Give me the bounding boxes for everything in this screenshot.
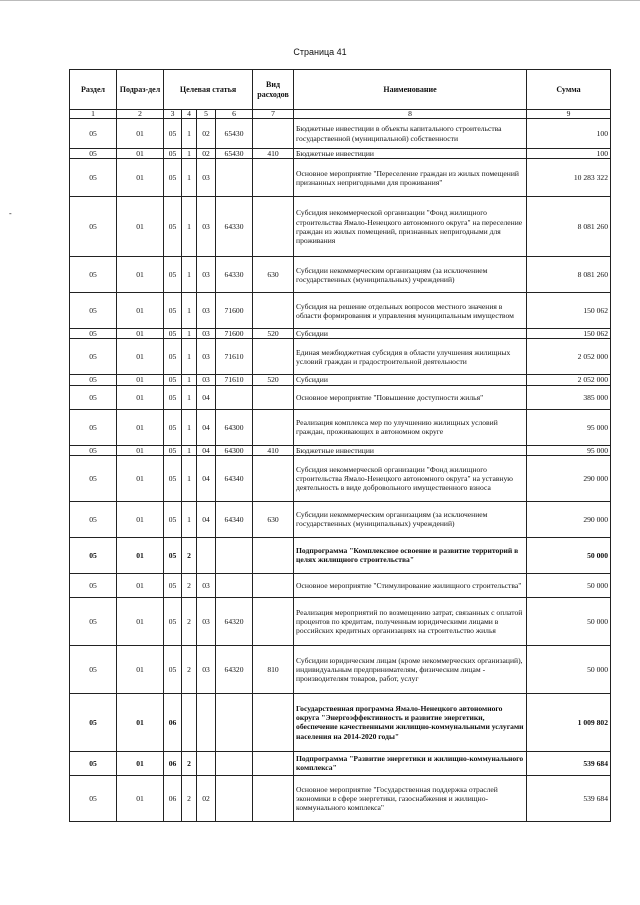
code-cell-c6: 64320	[216, 597, 253, 645]
code-cell-c2: 01	[117, 149, 164, 159]
code-cell-c3: 05	[164, 119, 182, 149]
column-number-cell: 6	[216, 110, 253, 119]
name-cell: Субсидии некоммерческим организациям (за исключением государственных (муниципальных) учреждений)	[294, 501, 527, 537]
code-cell-c7: 520	[253, 329, 294, 339]
name-cell: Субсидии юридическим лицам (кроме некоммерческих организаций), индивидуальным предпринимателям, физическим лицам - производителям товаров, работ, услуг	[294, 645, 527, 693]
code-cell-c1: 05	[70, 537, 117, 573]
code-cell-c1: 05	[70, 445, 117, 455]
table-row	[70, 775, 611, 821]
code-cell-c4: 1	[182, 119, 197, 149]
code-cell-c6: 64330	[216, 197, 253, 257]
code-cell-c6: 71600	[216, 329, 253, 339]
column-number-cell: 1	[70, 110, 117, 119]
header-razdel: Раздел	[70, 70, 117, 110]
name-cell: Подпрограмма "Комплексное освоение и развитие территорий в целях жилищного строительства"	[294, 537, 527, 573]
code-cell-c6	[216, 537, 253, 573]
table-row	[70, 501, 611, 537]
sum-cell: 100	[527, 119, 611, 149]
code-cell-c5: 03	[197, 197, 216, 257]
code-cell-c4: 2	[182, 751, 197, 775]
code-cell-c5: 03	[197, 339, 216, 375]
code-cell-c5: 04	[197, 445, 216, 455]
code-cell-c2: 01	[117, 597, 164, 645]
code-cell-c3: 06	[164, 693, 182, 751]
code-cell-c3: 05	[164, 537, 182, 573]
code-cell-c3: 05	[164, 159, 182, 197]
code-cell-c1: 05	[70, 597, 117, 645]
name-cell: Бюджетные инвестиции в объекты капитального строительства государственной (муниципальной) собственности	[294, 119, 527, 149]
table-row	[70, 455, 611, 501]
code-cell-c1: 05	[70, 693, 117, 751]
name-cell: Субсидии некоммерческим организациям (за исключением государственных (муниципальных) учреждений)	[294, 257, 527, 293]
table-row	[70, 751, 611, 775]
code-cell-c1: 05	[70, 257, 117, 293]
header-row	[70, 70, 611, 110]
code-cell-c4: 1	[182, 197, 197, 257]
code-cell-c7	[253, 119, 294, 149]
table-row	[70, 375, 611, 385]
code-cell-c2: 01	[117, 329, 164, 339]
column-number-cell: 2	[117, 110, 164, 119]
name-cell: Бюджетные инвестиции	[294, 149, 527, 159]
sum-cell: 8 081 260	[527, 257, 611, 293]
code-cell-c2: 01	[117, 573, 164, 597]
sum-cell: 290 000	[527, 501, 611, 537]
sum-cell: 1 009 802	[527, 693, 611, 751]
code-cell-c5: 04	[197, 385, 216, 409]
code-cell-c7	[253, 573, 294, 597]
table-row	[70, 537, 611, 573]
code-cell-c2: 01	[117, 775, 164, 821]
code-cell-c6: 64340	[216, 455, 253, 501]
code-cell-c3: 05	[164, 339, 182, 375]
code-cell-c7	[253, 409, 294, 445]
code-cell-c4: 2	[182, 645, 197, 693]
code-cell-c4: 2	[182, 573, 197, 597]
code-cell-c6: 64320	[216, 645, 253, 693]
table-row	[70, 445, 611, 455]
header-celevaya: Целевая статья	[164, 70, 253, 110]
code-cell-c2: 01	[117, 501, 164, 537]
margin-mark: -	[9, 209, 12, 218]
code-cell-c6: 64330	[216, 257, 253, 293]
code-cell-c1: 05	[70, 339, 117, 375]
code-cell-c1: 05	[70, 751, 117, 775]
table-row	[70, 197, 611, 257]
name-cell: Субсидия некоммерческой организации "Фонд жилищного строительства Ямало-Ненецкого автономного округа" на уставную деятельность в виде добровольного имущественного взноса	[294, 455, 527, 501]
code-cell-c6: 71610	[216, 339, 253, 375]
code-cell-c1: 05	[70, 375, 117, 385]
name-cell: Основное мероприятие "Государственная поддержка отраслей экономики в сфере энергетики, газоснабжения и жилищно-коммунального комплекса"	[294, 775, 527, 821]
code-cell-c3: 05	[164, 197, 182, 257]
code-cell-c1: 05	[70, 159, 117, 197]
page-number: Страница 41	[293, 47, 347, 57]
code-cell-c1: 05	[70, 329, 117, 339]
code-cell-c2: 01	[117, 385, 164, 409]
code-cell-c4: 1	[182, 445, 197, 455]
code-cell-c3: 06	[164, 751, 182, 775]
code-cell-c2: 01	[117, 537, 164, 573]
code-cell-c1: 05	[70, 573, 117, 597]
code-cell-c4: 1	[182, 293, 197, 329]
code-cell-c1: 05	[70, 149, 117, 159]
code-cell-c4: 2	[182, 775, 197, 821]
code-cell-c7: 410	[253, 445, 294, 455]
code-cell-c7: 520	[253, 375, 294, 385]
code-cell-c4: 1	[182, 329, 197, 339]
name-cell: Бюджетные инвестиции	[294, 445, 527, 455]
code-cell-c7	[253, 751, 294, 775]
sum-cell: 8 081 260	[527, 197, 611, 257]
table-row	[70, 693, 611, 751]
table-row	[70, 339, 611, 375]
code-cell-c5: 03	[197, 645, 216, 693]
code-cell-c5: 03	[197, 293, 216, 329]
code-cell-c3: 05	[164, 455, 182, 501]
table-row	[70, 257, 611, 293]
header-summa: Сумма	[527, 70, 611, 110]
sum-cell: 385 000	[527, 385, 611, 409]
code-cell-c7	[253, 537, 294, 573]
budget-table	[69, 69, 611, 822]
code-cell-c4	[182, 693, 197, 751]
code-cell-c3: 05	[164, 597, 182, 645]
name-cell: Реализация мероприятий по возмещению затрат, связанных с оплатой процентов по кредитам, полученным юридическими лицами в российских кредитных организациях на строительство жилья	[294, 597, 527, 645]
code-cell-c2: 01	[117, 293, 164, 329]
code-cell-c1: 05	[70, 455, 117, 501]
code-cell-c2: 01	[117, 409, 164, 445]
code-cell-c6: 64300	[216, 445, 253, 455]
code-cell-c4: 1	[182, 149, 197, 159]
code-cell-c2: 01	[117, 693, 164, 751]
code-cell-c3: 05	[164, 501, 182, 537]
code-cell-c5: 02	[197, 149, 216, 159]
table-row	[70, 329, 611, 339]
name-cell: Государственная программа Ямало-Ненецкого автономного округа "Энергоэффективность и развитие энергетики, обеспечение качественными жилищно-коммунальными услугами населения на 2014-2020 годы"	[294, 693, 527, 751]
code-cell-c4: 1	[182, 385, 197, 409]
name-cell: Основное мероприятие "Стимулирование жилищного строительства"	[294, 573, 527, 597]
code-cell-c6: 71600	[216, 293, 253, 329]
sum-cell: 2 052 000	[527, 339, 611, 375]
code-cell-c6	[216, 751, 253, 775]
code-cell-c6: 65430	[216, 149, 253, 159]
code-cell-c3: 05	[164, 293, 182, 329]
code-cell-c6: 71610	[216, 375, 253, 385]
code-cell-c2: 01	[117, 339, 164, 375]
column-number-cell: 4	[182, 110, 197, 119]
code-cell-c5	[197, 693, 216, 751]
sum-cell: 10 283 322	[527, 159, 611, 197]
name-cell: Реализация комплекса мер по улучшению жилищных условий граждан, проживающих в автономном округе	[294, 409, 527, 445]
table-row	[70, 385, 611, 409]
column-numbers-row	[70, 110, 611, 119]
code-cell-c1: 05	[70, 775, 117, 821]
name-cell: Основное мероприятие "Повышение доступности жилья"	[294, 385, 527, 409]
code-cell-c1: 05	[70, 645, 117, 693]
code-cell-c5: 03	[197, 573, 216, 597]
column-number-cell: 3	[164, 110, 182, 119]
code-cell-c5: 03	[197, 597, 216, 645]
sum-cell: 150 062	[527, 329, 611, 339]
code-cell-c4: 1	[182, 159, 197, 197]
code-cell-c6	[216, 159, 253, 197]
sum-cell: 50 000	[527, 597, 611, 645]
code-cell-c3: 05	[164, 375, 182, 385]
column-number-cell: 9	[527, 110, 611, 119]
name-cell: Основное мероприятие "Переселение граждан из жилых помещений признанных непригодными для проживания"	[294, 159, 527, 197]
code-cell-c5	[197, 751, 216, 775]
code-cell-c6	[216, 573, 253, 597]
sum-cell: 539 684	[527, 775, 611, 821]
code-cell-c4: 2	[182, 597, 197, 645]
code-cell-c7	[253, 693, 294, 751]
code-cell-c6: 64340	[216, 501, 253, 537]
code-cell-c7: 630	[253, 501, 294, 537]
code-cell-c1: 05	[70, 293, 117, 329]
sum-cell: 150 062	[527, 293, 611, 329]
code-cell-c3: 05	[164, 645, 182, 693]
code-cell-c7	[253, 775, 294, 821]
name-cell: Субсидии	[294, 329, 527, 339]
code-cell-c1: 05	[70, 197, 117, 257]
code-cell-c4: 1	[182, 409, 197, 445]
code-cell-c5: 03	[197, 257, 216, 293]
code-cell-c5	[197, 537, 216, 573]
code-cell-c1: 05	[70, 385, 117, 409]
name-cell: Субсидия на решение отдельных вопросов местного значения в области формирования и управления муниципальным имуществом	[294, 293, 527, 329]
code-cell-c5: 03	[197, 375, 216, 385]
sum-cell: 95 000	[527, 409, 611, 445]
column-number-cell: 7	[253, 110, 294, 119]
code-cell-c2: 01	[117, 645, 164, 693]
header-naim: Наименование	[294, 70, 527, 110]
code-cell-c6	[216, 693, 253, 751]
table-row	[70, 293, 611, 329]
code-cell-c3: 05	[164, 257, 182, 293]
column-number-cell: 8	[294, 110, 527, 119]
code-cell-c2: 01	[117, 197, 164, 257]
code-cell-c3: 05	[164, 149, 182, 159]
code-cell-c3: 05	[164, 329, 182, 339]
code-cell-c7	[253, 385, 294, 409]
code-cell-c5: 02	[197, 119, 216, 149]
code-cell-c4: 1	[182, 375, 197, 385]
code-cell-c7	[253, 159, 294, 197]
code-cell-c5: 03	[197, 329, 216, 339]
name-cell: Субсидии	[294, 375, 527, 385]
code-cell-c2: 01	[117, 445, 164, 455]
code-cell-c5: 04	[197, 501, 216, 537]
header-vid: Вид расходов	[253, 70, 294, 110]
sum-cell: 100	[527, 149, 611, 159]
sum-cell: 50 000	[527, 645, 611, 693]
code-cell-c7	[253, 197, 294, 257]
code-cell-c4: 1	[182, 455, 197, 501]
code-cell-c7	[253, 293, 294, 329]
code-cell-c1: 05	[70, 409, 117, 445]
name-cell: Подпрограмма "Развитие энергетики и жилищно-коммунального комплекса"	[294, 751, 527, 775]
name-cell: Субсидия некоммерческой организации "Фонд жилищного строительства Ямало-Ненецкого автономного округа" на переселение граждан из жилых помещений, признанных непригодными для проживания	[294, 197, 527, 257]
code-cell-c6: 65430	[216, 119, 253, 149]
code-cell-c3: 05	[164, 385, 182, 409]
code-cell-c1: 05	[70, 501, 117, 537]
code-cell-c2: 01	[117, 159, 164, 197]
code-cell-c3: 05	[164, 573, 182, 597]
header-podrazdel: Подраз-дел	[117, 70, 164, 110]
sum-cell: 290 000	[527, 455, 611, 501]
table-row	[70, 159, 611, 197]
column-number-cell: 5	[197, 110, 216, 119]
code-cell-c4: 1	[182, 501, 197, 537]
code-cell-c6: 64300	[216, 409, 253, 445]
table-row	[70, 597, 611, 645]
code-cell-c3: 06	[164, 775, 182, 821]
code-cell-c7: 630	[253, 257, 294, 293]
code-cell-c7	[253, 597, 294, 645]
code-cell-c1: 05	[70, 119, 117, 149]
code-cell-c4: 2	[182, 537, 197, 573]
sum-cell: 50 000	[527, 573, 611, 597]
sum-cell: 95 000	[527, 445, 611, 455]
code-cell-c5: 03	[197, 159, 216, 197]
code-cell-c7: 810	[253, 645, 294, 693]
code-cell-c2: 01	[117, 375, 164, 385]
sum-cell: 2 052 000	[527, 375, 611, 385]
table-row	[70, 149, 611, 159]
code-cell-c5: 02	[197, 775, 216, 821]
code-cell-c4: 1	[182, 339, 197, 375]
code-cell-c6	[216, 385, 253, 409]
code-cell-c6	[216, 775, 253, 821]
code-cell-c7	[253, 339, 294, 375]
scan-top-edge	[0, 0, 640, 1]
sum-cell: 50 000	[527, 537, 611, 573]
code-cell-c3: 05	[164, 445, 182, 455]
table-body	[70, 119, 611, 822]
code-cell-c2: 01	[117, 455, 164, 501]
table-row	[70, 119, 611, 149]
code-cell-c4: 1	[182, 257, 197, 293]
code-cell-c2: 01	[117, 751, 164, 775]
code-cell-c5: 04	[197, 409, 216, 445]
code-cell-c5: 04	[197, 455, 216, 501]
table-row	[70, 573, 611, 597]
code-cell-c7	[253, 455, 294, 501]
table-row	[70, 645, 611, 693]
code-cell-c7: 410	[253, 149, 294, 159]
code-cell-c2: 01	[117, 257, 164, 293]
name-cell: Единая межбюджетная субсидия в области улучшения жилищных условий граждан и градостроительной деятельности	[294, 339, 527, 375]
sum-cell: 539 684	[527, 751, 611, 775]
table-row	[70, 409, 611, 445]
code-cell-c2: 01	[117, 119, 164, 149]
code-cell-c3: 05	[164, 409, 182, 445]
